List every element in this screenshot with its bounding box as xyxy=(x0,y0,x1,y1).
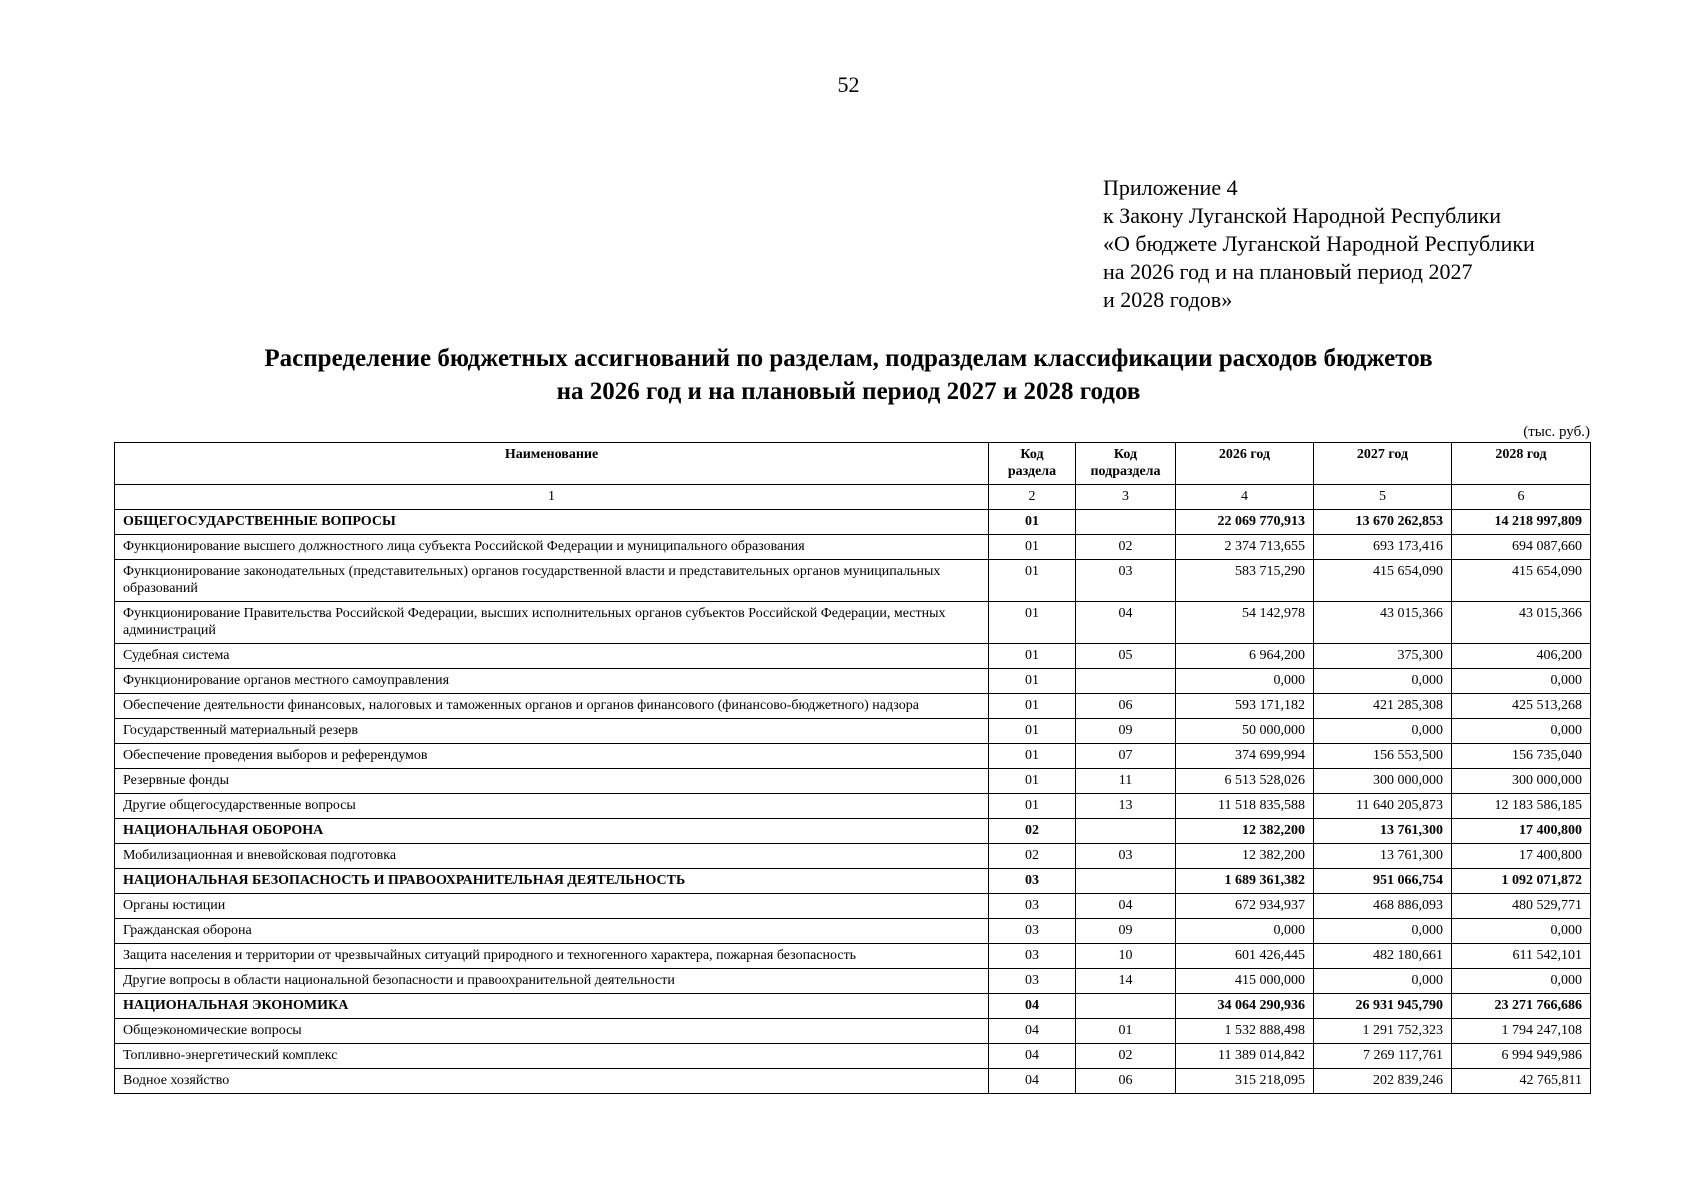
table-row xyxy=(115,744,1591,769)
row-value-2026: 11 518 835,588 xyxy=(1176,794,1314,819)
header-name: Наименование xyxy=(115,443,989,485)
table-row xyxy=(115,560,1591,602)
column-number: 4 xyxy=(1176,485,1314,510)
column-number: 5 xyxy=(1314,485,1452,510)
row-subsection-code: 09 xyxy=(1076,919,1176,944)
row-name: Водное хозяйство xyxy=(115,1069,989,1094)
row-value-2028: 0,000 xyxy=(1452,719,1591,744)
row-section-code: 03 xyxy=(989,944,1076,969)
row-value-2026: 593 171,182 xyxy=(1176,694,1314,719)
row-section-code: 01 xyxy=(989,719,1076,744)
row-value-2026: 12 382,200 xyxy=(1176,844,1314,869)
header-2026: 2026 год xyxy=(1176,443,1314,485)
row-name: Обеспечение проведения выборов и референдумов xyxy=(115,744,989,769)
row-value-2027: 375,300 xyxy=(1314,644,1452,669)
row-value-2027: 11 640 205,873 xyxy=(1314,794,1452,819)
row-value-2026: 54 142,978 xyxy=(1176,602,1314,644)
row-value-2027: 7 269 117,761 xyxy=(1314,1044,1452,1069)
row-value-2026: 601 426,445 xyxy=(1176,944,1314,969)
row-value-2028: 43 015,366 xyxy=(1452,602,1591,644)
row-value-2027: 1 291 752,323 xyxy=(1314,1019,1452,1044)
section-row xyxy=(115,510,1591,535)
table-row xyxy=(115,919,1591,944)
row-value-2028: 406,200 xyxy=(1452,644,1591,669)
row-value-2027: 951 066,754 xyxy=(1314,869,1452,894)
column-number: 3 xyxy=(1076,485,1176,510)
row-subsection-code: 14 xyxy=(1076,969,1176,994)
row-value-2026: 2 374 713,655 xyxy=(1176,535,1314,560)
header-2028: 2028 год xyxy=(1452,443,1591,485)
row-value-2026: 6 513 528,026 xyxy=(1176,769,1314,794)
row-name: Функционирование Правительства Российской Федерации, высших исполнительных органов субъектов Российской Федерации, местных администраций xyxy=(115,602,989,644)
row-section-code: 01 xyxy=(989,769,1076,794)
row-value-2027: 0,000 xyxy=(1314,719,1452,744)
row-section-code: 03 xyxy=(989,969,1076,994)
row-value-2027: 13 761,300 xyxy=(1314,819,1452,844)
row-value-2028: 415 654,090 xyxy=(1452,560,1591,602)
table-row xyxy=(115,535,1591,560)
table-row xyxy=(115,844,1591,869)
section-row xyxy=(115,819,1591,844)
row-subsection-code: 01 xyxy=(1076,1019,1176,1044)
row-value-2028: 694 087,660 xyxy=(1452,535,1591,560)
header-2027: 2027 год xyxy=(1314,443,1452,485)
row-value-2028: 300 000,000 xyxy=(1452,769,1591,794)
row-section-code: 01 xyxy=(989,535,1076,560)
row-section-code: 01 xyxy=(989,694,1076,719)
row-section-code: 03 xyxy=(989,919,1076,944)
table-row xyxy=(115,669,1591,694)
row-name: Государственный материальный резерв xyxy=(115,719,989,744)
table-header-row xyxy=(115,443,1591,485)
row-section-code: 01 xyxy=(989,744,1076,769)
row-value-2028: 42 765,811 xyxy=(1452,1069,1591,1094)
row-value-2028: 0,000 xyxy=(1452,919,1591,944)
table-row xyxy=(115,602,1591,644)
section-row xyxy=(115,994,1591,1019)
row-value-2026: 11 389 014,842 xyxy=(1176,1044,1314,1069)
row-value-2027: 421 285,308 xyxy=(1314,694,1452,719)
table-row xyxy=(115,794,1591,819)
row-name: Органы юстиции xyxy=(115,894,989,919)
row-value-2027: 202 839,246 xyxy=(1314,1069,1452,1094)
row-section-code: 01 xyxy=(989,602,1076,644)
row-value-2027: 13 670 262,853 xyxy=(1314,510,1452,535)
row-value-2027: 156 553,500 xyxy=(1314,744,1452,769)
header-section-code: Код раздела xyxy=(989,443,1076,485)
row-subsection-code: 03 xyxy=(1076,560,1176,602)
row-value-2028: 14 218 997,809 xyxy=(1452,510,1591,535)
row-value-2028: 0,000 xyxy=(1452,969,1591,994)
appendix-line: к Закону Луганской Народной Республики xyxy=(1103,203,1501,228)
row-name: Топливно-энергетический комплекс xyxy=(115,1044,989,1069)
table-row xyxy=(115,1069,1591,1094)
row-subsection-code: 07 xyxy=(1076,744,1176,769)
row-section-code: 04 xyxy=(989,1069,1076,1094)
header-subsection-code: Код подраздела xyxy=(1076,443,1176,485)
row-value-2027: 0,000 xyxy=(1314,919,1452,944)
row-value-2028: 1 092 071,872 xyxy=(1452,869,1591,894)
row-subsection-code: 03 xyxy=(1076,844,1176,869)
row-value-2027: 482 180,661 xyxy=(1314,944,1452,969)
row-name: НАЦИОНАЛЬНАЯ ОБОРОНА xyxy=(115,819,989,844)
row-value-2027: 415 654,090 xyxy=(1314,560,1452,602)
row-subsection-code xyxy=(1076,819,1176,844)
row-subsection-code xyxy=(1076,869,1176,894)
row-section-code: 03 xyxy=(989,869,1076,894)
row-name: Защита населения и территории от чрезвычайных ситуаций природного и техногенного характера, пожарная безопасность xyxy=(115,944,989,969)
table-row xyxy=(115,644,1591,669)
document-title xyxy=(0,342,1697,408)
row-value-2026: 12 382,200 xyxy=(1176,819,1314,844)
row-value-2028: 0,000 xyxy=(1452,669,1591,694)
row-section-code: 01 xyxy=(989,644,1076,669)
row-value-2028: 6 994 949,986 xyxy=(1452,1044,1591,1069)
row-section-code: 04 xyxy=(989,1044,1076,1069)
row-value-2026: 583 715,290 xyxy=(1176,560,1314,602)
row-value-2028: 425 513,268 xyxy=(1452,694,1591,719)
row-value-2028: 611 542,101 xyxy=(1452,944,1591,969)
row-name: Другие общегосударственные вопросы xyxy=(115,794,989,819)
column-number: 1 xyxy=(115,485,989,510)
table-row xyxy=(115,694,1591,719)
row-value-2028: 17 400,800 xyxy=(1452,819,1591,844)
row-value-2026: 50 000,000 xyxy=(1176,719,1314,744)
page-number: 52 xyxy=(837,72,860,97)
row-value-2028: 156 735,040 xyxy=(1452,744,1591,769)
row-value-2027: 468 886,093 xyxy=(1314,894,1452,919)
units-note: (тыс. руб.) xyxy=(1523,424,1590,440)
row-value-2026: 415 000,000 xyxy=(1176,969,1314,994)
row-section-code: 01 xyxy=(989,669,1076,694)
row-name: Судебная система xyxy=(115,644,989,669)
appendix-line: «О бюджете Луганской Народной Республики xyxy=(1103,231,1535,256)
document-title-line: Распределение бюджетных ассигнований по разделам, подразделам классификации расходов бюджетов xyxy=(264,345,1433,372)
row-subsection-code: 11 xyxy=(1076,769,1176,794)
row-value-2028: 1 794 247,108 xyxy=(1452,1019,1591,1044)
row-subsection-code: 06 xyxy=(1076,1069,1176,1094)
row-section-code: 04 xyxy=(989,994,1076,1019)
table-row xyxy=(115,1044,1591,1069)
appendix-block xyxy=(1103,174,1535,314)
row-subsection-code xyxy=(1076,669,1176,694)
row-value-2027: 26 931 945,790 xyxy=(1314,994,1452,1019)
row-value-2026: 672 934,937 xyxy=(1176,894,1314,919)
row-subsection-code: 04 xyxy=(1076,894,1176,919)
table-row xyxy=(115,969,1591,994)
row-subsection-code: 13 xyxy=(1076,794,1176,819)
row-value-2027: 693 173,416 xyxy=(1314,535,1452,560)
row-value-2028: 480 529,771 xyxy=(1452,894,1591,919)
column-number-row xyxy=(115,485,1591,510)
row-value-2026: 22 069 770,913 xyxy=(1176,510,1314,535)
row-subsection-code: 05 xyxy=(1076,644,1176,669)
row-name: Общеэкономические вопросы xyxy=(115,1019,989,1044)
document-title-line: на 2026 год и на плановый период 2027 и 2028 годов xyxy=(556,378,1141,405)
row-name: Функционирование высшего должностного лица субъекта Российской Федерации и муниципального образования xyxy=(115,535,989,560)
appendix-line: на 2026 год и на плановый период 2027 xyxy=(1103,259,1473,284)
row-name: НАЦИОНАЛЬНАЯ БЕЗОПАСНОСТЬ И ПРАВООХРАНИТЕЛЬНАЯ ДЕЯТЕЛЬНОСТЬ xyxy=(115,869,989,894)
table-row xyxy=(115,894,1591,919)
row-subsection-code: 04 xyxy=(1076,602,1176,644)
appendix-line: и 2028 годов» xyxy=(1103,287,1233,312)
row-section-code: 04 xyxy=(989,1019,1076,1044)
row-section-code: 02 xyxy=(989,844,1076,869)
column-number: 2 xyxy=(989,485,1076,510)
table-row xyxy=(115,769,1591,794)
table-row xyxy=(115,1019,1591,1044)
row-name: Функционирование законодательных (представительных) органов государственной власти и представительных органов муниципальных образований xyxy=(115,560,989,602)
row-value-2026: 1 689 361,382 xyxy=(1176,869,1314,894)
row-value-2027: 300 000,000 xyxy=(1314,769,1452,794)
row-value-2028: 23 271 766,686 xyxy=(1452,994,1591,1019)
row-subsection-code: 09 xyxy=(1076,719,1176,744)
row-value-2026: 6 964,200 xyxy=(1176,644,1314,669)
row-section-code: 01 xyxy=(989,794,1076,819)
row-name: НАЦИОНАЛЬНАЯ ЭКОНОМИКА xyxy=(115,994,989,1019)
row-value-2027: 0,000 xyxy=(1314,669,1452,694)
row-section-code: 01 xyxy=(989,560,1076,602)
row-name: Функционирование органов местного самоуправления xyxy=(115,669,989,694)
appendix-line: Приложение 4 xyxy=(1103,175,1238,200)
row-subsection-code: 06 xyxy=(1076,694,1176,719)
section-row xyxy=(115,869,1591,894)
row-value-2027: 13 761,300 xyxy=(1314,844,1452,869)
row-value-2027: 43 015,366 xyxy=(1314,602,1452,644)
row-value-2027: 0,000 xyxy=(1314,969,1452,994)
row-value-2026: 0,000 xyxy=(1176,919,1314,944)
row-value-2026: 0,000 xyxy=(1176,669,1314,694)
budget-table-body xyxy=(115,510,1591,1094)
row-section-code: 02 xyxy=(989,819,1076,844)
budget-table xyxy=(114,442,1591,1094)
row-name: Резервные фонды xyxy=(115,769,989,794)
table-row xyxy=(115,944,1591,969)
row-name: Обеспечение деятельности финансовых, налоговых и таможенных органов и органов финансового (финансово-бюджетного) надзора xyxy=(115,694,989,719)
row-value-2028: 12 183 586,185 xyxy=(1452,794,1591,819)
row-subsection-code xyxy=(1076,510,1176,535)
row-value-2026: 1 532 888,498 xyxy=(1176,1019,1314,1044)
row-section-code: 03 xyxy=(989,894,1076,919)
table-row xyxy=(115,719,1591,744)
row-subsection-code: 02 xyxy=(1076,535,1176,560)
row-name: Мобилизационная и вневойсковая подготовка xyxy=(115,844,989,869)
row-name: Гражданская оборона xyxy=(115,919,989,944)
row-subsection-code: 10 xyxy=(1076,944,1176,969)
row-value-2026: 34 064 290,936 xyxy=(1176,994,1314,1019)
row-section-code: 01 xyxy=(989,510,1076,535)
row-subsection-code xyxy=(1076,994,1176,1019)
row-value-2028: 17 400,800 xyxy=(1452,844,1591,869)
row-name: Другие вопросы в области национальной безопасности и правоохранительной деятельности xyxy=(115,969,989,994)
row-value-2026: 374 699,994 xyxy=(1176,744,1314,769)
row-subsection-code: 02 xyxy=(1076,1044,1176,1069)
column-number: 6 xyxy=(1452,485,1591,510)
row-value-2026: 315 218,095 xyxy=(1176,1069,1314,1094)
row-name: ОБЩЕГОСУДАРСТВЕННЫЕ ВОПРОСЫ xyxy=(115,510,989,535)
